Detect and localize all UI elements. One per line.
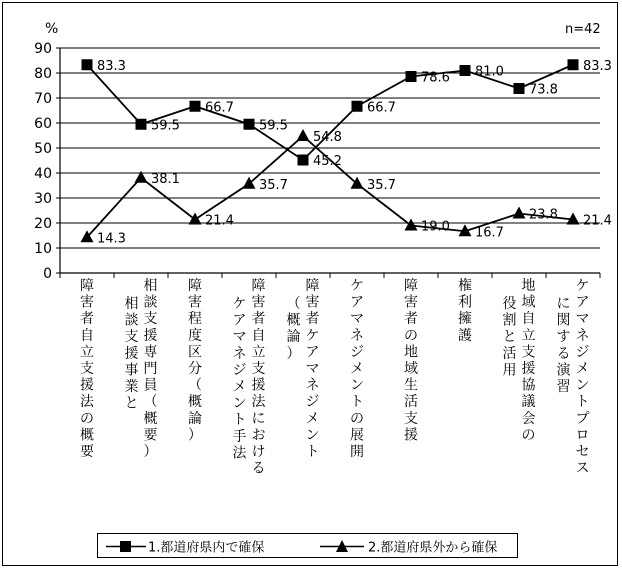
category-label: 相談支援専門員（概要） (143, 278, 158, 460)
series-markers (81, 59, 580, 242)
y-tick-label: 20 (34, 216, 52, 232)
category-label: 相談支援事業と (124, 296, 139, 412)
data-label: 54.8 (313, 130, 342, 145)
y-tick-label: 0 (43, 266, 52, 282)
sample-size-note: n=42 (565, 22, 601, 37)
category-label: 役割と活用 (502, 296, 517, 379)
data-label: 14.3 (97, 231, 126, 247)
category-label: に関する演習 (556, 296, 571, 395)
data-point-triangle (405, 219, 418, 231)
category-label: ケアマネジメントの展開 (350, 278, 364, 460)
data-point-square (514, 83, 525, 94)
category-label: 障害程度区分（概論） (188, 278, 202, 444)
data-label: 66.7 (205, 100, 234, 116)
y-tick-label: 10 (34, 241, 52, 257)
legend-square-marker (120, 541, 131, 552)
y-unit-label: % (45, 21, 59, 37)
category-label: 権利擁護 (458, 278, 472, 344)
data-point-square (244, 119, 255, 130)
data-point-square (190, 101, 201, 112)
data-label: 78.6 (421, 70, 450, 86)
data-point-triangle (513, 207, 526, 219)
y-tick-label: 60 (34, 116, 52, 132)
category-label: ケアマネジメント手法 (232, 296, 247, 462)
category-label: 障害者自立支援法における (251, 278, 266, 477)
category-label: 障害者ケアマネジメント (305, 278, 320, 460)
category-label: （概論） (286, 296, 301, 362)
data-label: 19.0 (421, 219, 450, 235)
category-label: 障害者の地域生活支援 (404, 278, 418, 444)
y-tick-labels (34, 41, 52, 282)
data-label: 59.5 (151, 118, 180, 134)
data-point-square (460, 65, 471, 76)
data-point-triangle (297, 129, 310, 141)
category-label: 地域自立支援協議会の (521, 278, 536, 444)
data-point-square (568, 59, 579, 70)
data-label: 21.4 (583, 213, 612, 229)
data-label: 35.7 (259, 177, 288, 193)
data-label: 83.3 (97, 58, 126, 74)
y-tick-label: 40 (34, 166, 52, 182)
data-label: 81.0 (475, 64, 504, 80)
data-label: 21.4 (205, 213, 234, 229)
data-label: 23.8 (529, 207, 558, 223)
data-label: 59.5 (259, 118, 288, 134)
legend (97, 533, 518, 558)
data-label: 66.7 (367, 100, 396, 116)
data-point-square (136, 119, 147, 130)
data-point-square (82, 59, 93, 70)
legend-label-1: 1.都道府県内で確保 (148, 540, 265, 556)
y-tick-label: 80 (34, 66, 52, 82)
category-labels (80, 277, 590, 477)
category-label: ケアマネジメントプロセス (575, 278, 590, 477)
data-label: 73.8 (529, 82, 558, 98)
category-label: 障害者自立支援法の概要 (80, 278, 94, 460)
data-point-square (298, 155, 309, 166)
data-label: 16.7 (475, 225, 504, 241)
y-tick-label: 90 (34, 41, 52, 57)
data-label: 38.1 (151, 171, 180, 187)
legend-label-2: 2.都道府県外から確保 (368, 540, 498, 556)
data-point-triangle (189, 213, 202, 225)
data-point-square (406, 71, 417, 82)
data-point-square (352, 101, 363, 112)
data-label: 45.2 (313, 154, 342, 169)
value-labels (97, 59, 612, 247)
data-label: 35.7 (367, 177, 396, 193)
y-tick-label: 30 (34, 191, 52, 207)
y-tick-label: 50 (34, 141, 52, 157)
y-tick-label: 70 (34, 91, 52, 107)
data-label: 83.3 (583, 58, 612, 74)
